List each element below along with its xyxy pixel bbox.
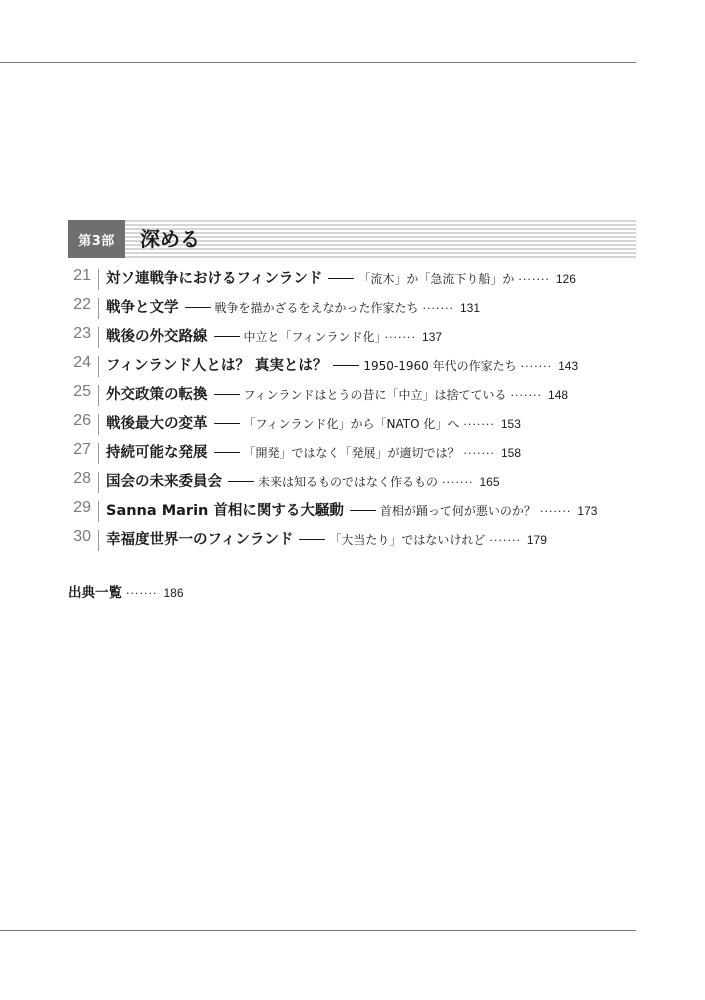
chapter-title: 外交政策の転換 (106, 387, 208, 403)
em-dash-rule (214, 423, 240, 424)
chapter-divider (98, 414, 99, 435)
chapter-title: Sanna Marin 首相に関する大騒動 (106, 503, 344, 519)
em-dash-rule (350, 510, 376, 511)
em-dash-rule (185, 307, 211, 308)
em-dash-rule (214, 452, 240, 453)
chapter-line (106, 526, 547, 555)
chapter-subtitle: 未来は知るものではなく作るもの (258, 475, 439, 489)
page-number: 153 (500, 417, 521, 431)
chapter-line (106, 497, 597, 526)
chapter-divider (98, 298, 99, 319)
em-dash-rule (228, 481, 254, 482)
chapter-number: 25 (73, 383, 91, 400)
leader-dots: ······· (518, 273, 550, 286)
sources-title: 出典一覧 (68, 585, 122, 601)
leader-dots: ······· (463, 418, 495, 431)
toc-entry (68, 410, 668, 439)
page-number: 143 (558, 359, 579, 373)
toc-entry (68, 352, 668, 381)
page-number: 179 (526, 533, 547, 547)
chapter-line (106, 381, 568, 410)
page-number: 165 (479, 475, 500, 489)
page-number: 131 (460, 301, 481, 315)
page-number: 173 (577, 504, 598, 518)
chapter-subtitle: 「大当たり」ではないけれど (329, 533, 486, 547)
chapter-line (106, 323, 442, 352)
page-number: 158 (501, 446, 522, 460)
chapter-number: 22 (73, 296, 91, 313)
leader-dots: ······· (422, 302, 454, 315)
em-dash-rule (214, 336, 240, 337)
em-dash-rule (299, 539, 325, 540)
chapter-subtitle: 中立と「フィンランド化」 (243, 330, 381, 344)
em-dash-rule (214, 394, 240, 395)
chapter-line (106, 410, 521, 439)
bottom-rule (0, 930, 636, 931)
section-label: 第3部 (68, 220, 125, 258)
page-number: 148 (548, 388, 569, 402)
section-title: 深める (140, 227, 200, 251)
toc-list (68, 265, 668, 555)
toc-entry (68, 294, 668, 323)
leader-dots: ······· (442, 476, 474, 489)
chapter-number: 21 (73, 267, 91, 284)
chapter-line (106, 265, 576, 294)
chapter-line (106, 439, 521, 468)
sources-entry (68, 582, 184, 602)
leader-dots: ······· (463, 447, 495, 460)
chapter-number: 23 (73, 325, 91, 342)
chapter-subtitle: 「フィンランド化」から「NATO 化」へ (243, 417, 460, 431)
chapter-title: 幸福度世界一のフィンランド (106, 532, 294, 548)
leader-dots: ······· (539, 505, 572, 518)
chapter-title: 戦後の外交路線 (106, 329, 208, 345)
chapter-subtitle: 「開発」ではなく「発展」が適切では？ (243, 446, 460, 460)
chapter-line (106, 294, 480, 323)
toc-entry (68, 439, 668, 468)
chapter-number: 30 (73, 528, 91, 545)
chapter-number: 27 (73, 441, 91, 458)
chapter-divider (98, 327, 99, 348)
page-number: 186 (163, 586, 184, 600)
chapter-number: 26 (73, 412, 91, 429)
leader-dots: ······· (384, 331, 417, 344)
chapter-title: 持続可能な発展 (106, 445, 208, 461)
section-header (68, 220, 636, 258)
chapter-divider (98, 472, 99, 493)
chapter-divider (98, 356, 99, 377)
chapter-subtitle: 首相が踊って何が悪いのか？ (379, 504, 536, 518)
leader-dots: ······· (489, 534, 521, 547)
chapter-subtitle: フィンランドはとうの昔に「中立」は捨てている (243, 388, 507, 402)
chapter-divider (98, 385, 99, 406)
toc-entry (68, 526, 668, 555)
toc-entry (68, 323, 668, 352)
chapter-title: 戦争と文学 (106, 300, 179, 316)
chapter-subtitle: 「流木」か「急流下り船」か (358, 272, 515, 286)
toc-entry (68, 381, 668, 410)
chapter-number: 29 (73, 499, 91, 516)
chapter-number: 24 (73, 354, 91, 371)
toc-entry (68, 497, 668, 526)
page-number: 126 (555, 272, 576, 286)
leader-dots: ······· (520, 360, 553, 373)
chapter-divider (98, 443, 99, 464)
chapter-divider (98, 530, 99, 551)
chapter-line (106, 352, 578, 381)
chapter-subtitle: 1950-1960 年代の作家たち (363, 359, 517, 373)
top-rule (0, 62, 636, 63)
leader-dots: ······· (126, 587, 158, 600)
em-dash-rule (333, 365, 359, 366)
chapter-title: 対ソ連戦争におけるフィンランド (106, 271, 323, 287)
toc-entry (68, 265, 668, 294)
chapter-title: 戦後最大の変革 (106, 416, 208, 432)
leader-dots: ······· (510, 389, 543, 402)
chapter-title: フィンランド人とは？ 真実とは？ (106, 358, 328, 374)
chapter-subtitle: 戦争を描かざるをえなかった作家たち (214, 301, 419, 315)
chapter-divider (98, 501, 99, 522)
page-number: 137 (422, 330, 443, 344)
chapter-number: 28 (73, 470, 91, 487)
chapter-title: 国会の未来委員会 (106, 474, 222, 490)
toc-entry (68, 468, 668, 497)
em-dash-rule (328, 278, 354, 279)
chapter-line (106, 468, 500, 497)
chapter-divider (98, 269, 99, 290)
